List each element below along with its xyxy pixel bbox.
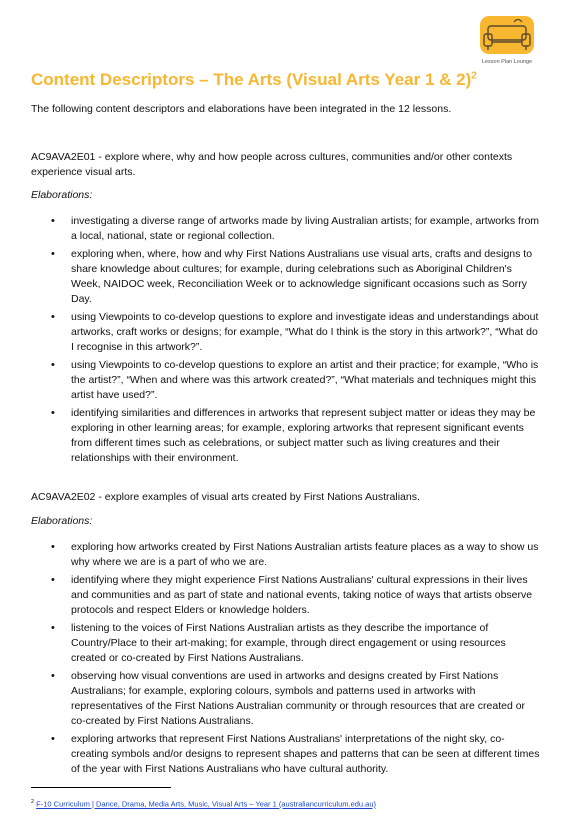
intro-text: The following content descriptors and elaborations have been integrated in the 12 lessons.: [31, 103, 452, 115]
list-item: • observing how visual conventions are used in artworks and designs created by First Nations Australians; for example, exploring colours, symbols and patterns used in artworks with representatives of the First Nations Australian community or through resources that are created or co-created by First Nations Australians.: [31, 669, 541, 729]
descriptor-text: - explore where, why and how people across cultures, communities and/or other contexts experience visual arts.: [31, 151, 513, 178]
elaborations-label-1: Elaborations:: [31, 189, 93, 201]
list-item: • exploring how artworks created by First Nations Australian artists feature places as a way to show us why where we are is a part of who we are.: [31, 540, 541, 570]
footnote-divider: [31, 787, 171, 788]
footnote-number: 2: [31, 799, 35, 805]
list-item: • investigating a diverse range of artworks made by living Australian artists; for example, artworks from a local, national, state or regional collection.: [31, 214, 541, 244]
list-item: • exploring when, where, how and why First Nations Australians use visual arts, crafts and designs to share knowledge about cultures; for example, during celebrations such as Aboriginal Children's Week, NAIDOC week, Reconciliation Week or to acknowledge significant occasions such as Sorry Day.: [31, 247, 541, 307]
elaborations-label-2: Elaborations:: [31, 515, 93, 527]
title-text: Content Descriptors – The Arts (Visual Arts Year 1 & 2): [31, 70, 472, 89]
list-item: • exploring artworks that represent First Nations Australians' interpretations of the night sky, co-creating symbols and/or designs to represent shapes and patterns that can be seen at different times of the year with First Nations Australians who have cultural authority.: [31, 732, 541, 777]
elaborations-list-2: [31, 540, 541, 777]
list-item: • using Viewpoints to co-develop questions to explore and investigate ideas and understandings about artworks, craft works or designs; for example, “What do I think is the story in this artwork?”, “What do I recognise in this artwork?”.: [31, 310, 541, 355]
descriptor-text: - explore examples of visual arts created by First Nations Australians.: [95, 491, 420, 503]
footnote: [31, 799, 376, 809]
list-item: • identifying where they might experience First Nations Australians' cultural expressions in their lives and communities and as part of state and national events, taking notice of ways that artists observe protocols and respect Elders or knowledge holders.: [31, 573, 541, 618]
page-title: [31, 70, 477, 90]
title-footnote-ref[interactable]: 2: [471, 70, 477, 82]
content-descriptor-1: [31, 150, 531, 180]
descriptor-code: AC9AVA2E02: [31, 491, 96, 503]
elaborations-list-1: [31, 214, 541, 466]
content-descriptor-2: [31, 490, 531, 505]
curriculum-link[interactable]: F-10 Curriculum | Dance, Drama, Media Arts, Music, Visual Arts – Year 1 (australiancurriculum.edu.au): [36, 799, 377, 809]
descriptor-code: AC9AVA2E01: [31, 151, 96, 163]
logo-text: Lesson Plan Lounge: [481, 59, 533, 65]
list-item: • using Viewpoints to co-develop questions to explore an artist and their practice; for example, “Who is the artist?”, “When and where was this artwork created?”, “What materials and techniques might this artist have used?”.: [31, 358, 541, 403]
list-item: • listening to the voices of First Nations Australian artists as they describe the importance of Country/Place to their art-making; for example, through direct engagement or using resources created or co-created by First Nations Australians.: [31, 621, 541, 666]
list-item: • identifying similarities and differences in artworks that represent subject matter or ideas they may be exploring in other learning areas; for example, exploring artworks that represent significant events from different times such as celebrations, or subject matter such as living creatures and their relationships with their environment.: [31, 406, 541, 466]
